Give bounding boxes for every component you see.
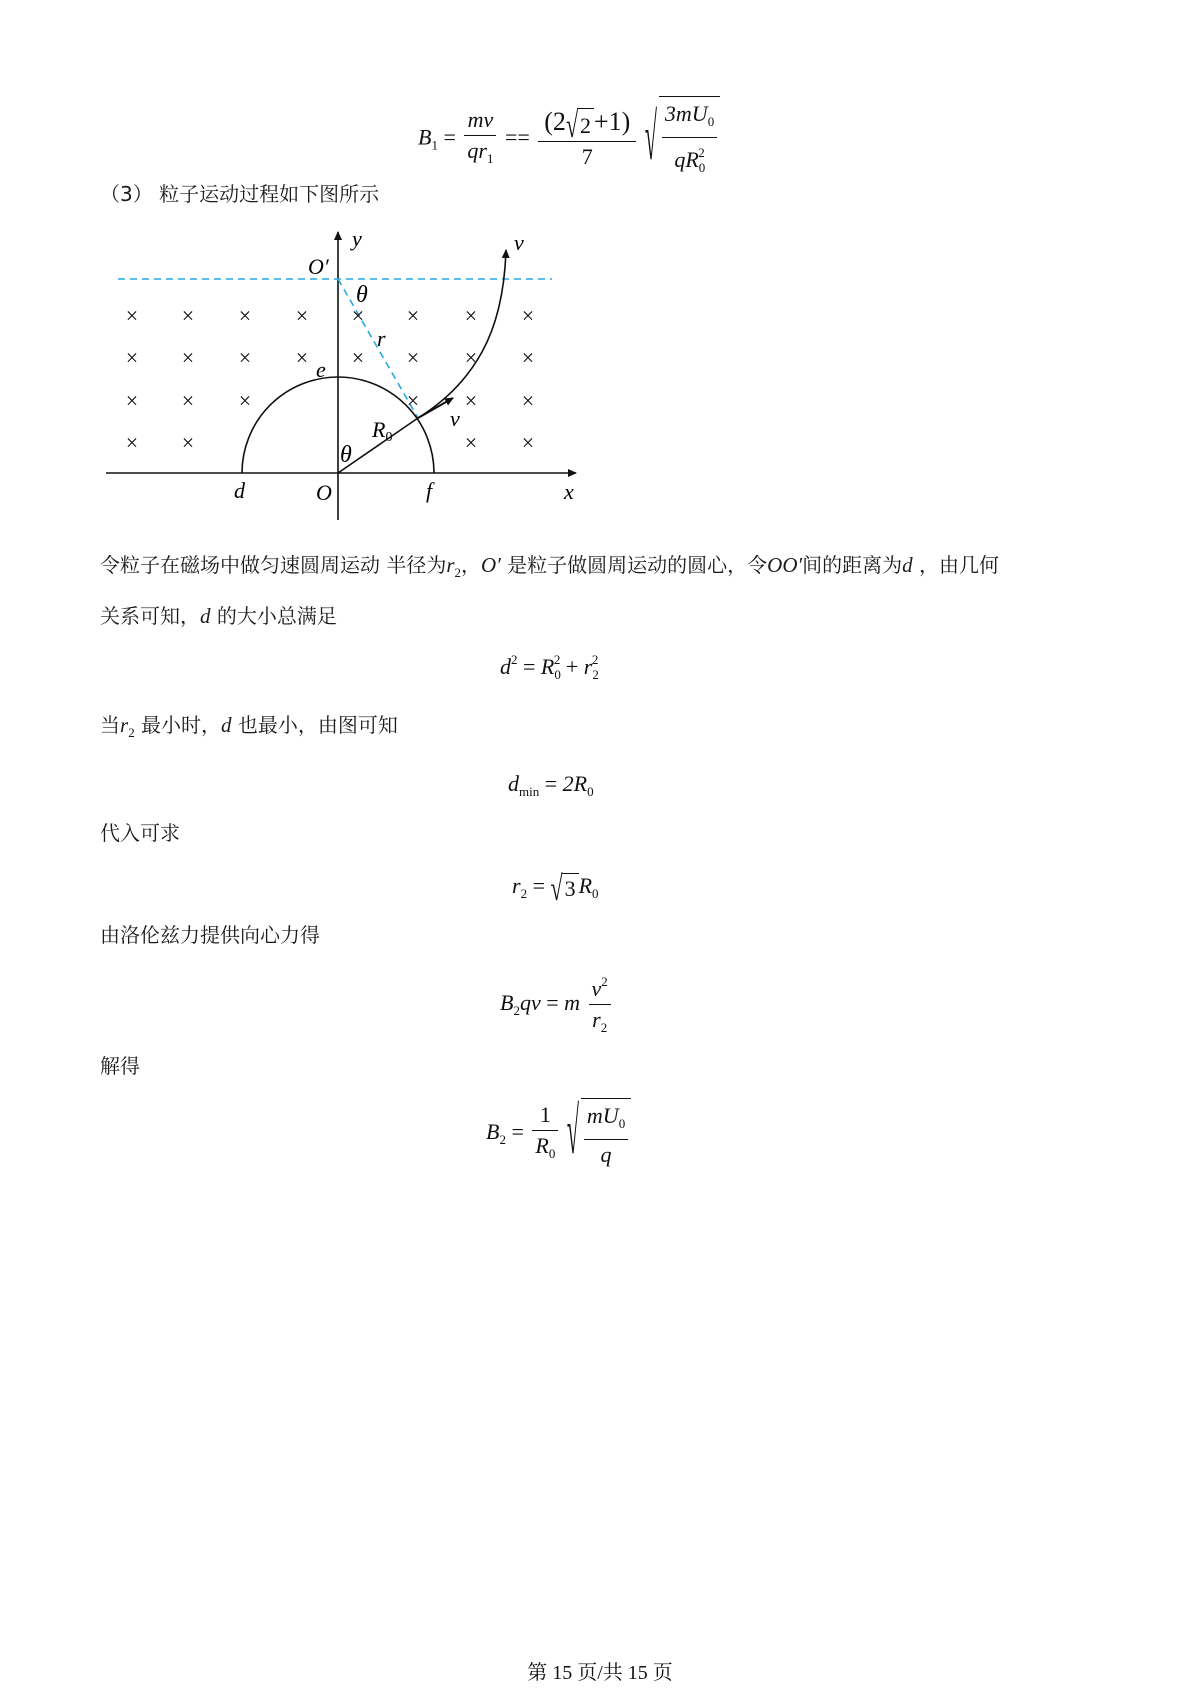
para2-text-3: 也最小，由图可知: [231, 713, 398, 737]
eq1-rad-den-sup: 2: [698, 145, 705, 160]
para1-line2-text-1: 关系可知，: [100, 604, 200, 628]
paragraph-3: 代入可求: [100, 821, 180, 845]
para1-O-prime: O′: [481, 553, 501, 577]
eq2-lhs-sup: 2: [511, 652, 518, 667]
eq4-rad: 3: [562, 873, 579, 902]
eq6-den-sub: 0: [548, 1145, 556, 1161]
label-theta-top: θ: [356, 282, 368, 308]
para1-line2-text-2: 的大小总满足: [210, 604, 337, 628]
field-cross-mark: ×: [406, 345, 420, 370]
para2-text-2: 最小时，: [134, 713, 222, 737]
label-R0: R0: [372, 417, 393, 445]
eq4-rhs-sub: 0: [592, 886, 599, 901]
para1-r2: r: [446, 553, 455, 577]
field-cross-mark: ×: [464, 345, 478, 370]
eq3-rhs: 2R: [562, 771, 588, 796]
eq1-frac1: [464, 105, 496, 174]
eq2-t2: r: [583, 654, 593, 679]
eq2-plus: +: [565, 654, 579, 679]
paragraph-5: 解得: [100, 1054, 140, 1078]
para1-text-4: 间的距离为: [802, 553, 903, 577]
field-cross-mark: ×: [181, 303, 195, 328]
field-cross-mark: ×: [521, 303, 535, 328]
paragraph-4: 由洛伦兹力提供向心力得: [100, 923, 320, 947]
eq1-den2: 7: [581, 144, 593, 170]
para2-r2-sub: 2: [128, 725, 135, 740]
eq6-rad-num-sub: 0: [618, 1116, 626, 1131]
eq1-den1: qr: [467, 138, 487, 163]
eq1-num2-open: (2: [544, 106, 566, 136]
eq5-lhs: B: [500, 990, 514, 1016]
eq5-frac: [589, 967, 611, 1043]
eq1-eqsign: =: [443, 124, 456, 150]
label-r: r: [377, 326, 386, 351]
eq6-rad-num: mU: [586, 1103, 619, 1128]
particle-trajectory: [418, 250, 506, 418]
field-cross-mark: ×: [125, 345, 139, 370]
field-cross-mark: ×: [125, 430, 139, 455]
eq1-num2-close: +1): [594, 106, 631, 136]
eq6-sqrt: √ $\frac{mU_0}{q}$: [567, 1098, 631, 1170]
eq5-eqsign: =: [546, 990, 559, 1016]
eq3-eqsign: =: [544, 771, 558, 796]
eq6-lhs-sub: 2: [499, 1132, 506, 1148]
field-cross-mark: ×: [125, 303, 139, 328]
label-v-top: v: [514, 230, 524, 255]
eq1-lhs: B: [418, 124, 432, 150]
equation-r2: $r_2 = √3$ $R_0$: [512, 868, 599, 909]
equation-lorentz: [500, 967, 614, 1043]
equation-b1: [418, 96, 720, 183]
field-cross-mark: ×: [464, 303, 478, 328]
eq5-m: m: [564, 990, 581, 1016]
eq2-eqsign: =: [523, 654, 536, 679]
para2-d: d: [221, 713, 232, 737]
field-cross-mark: ×: [295, 303, 309, 328]
magnetic-field-crosses: [126, 303, 534, 455]
eq5-den-sub: 2: [600, 1020, 608, 1035]
eq3-rhs-sub: 0: [587, 784, 594, 799]
field-cross-mark: ×: [521, 430, 535, 455]
para1-OO-prime: OO′: [767, 553, 803, 577]
eq1-lhs-sub: 1: [431, 137, 438, 153]
eq2-t1-sup: 2: [553, 652, 561, 667]
equation-d-squared: [500, 652, 598, 683]
equation-d-min: [508, 771, 594, 800]
eq6-lhs: B: [486, 1119, 500, 1145]
eq3-lhs-sub: min: [519, 784, 540, 799]
field-cross-mark: ×: [351, 303, 365, 328]
label-d: d: [234, 478, 245, 503]
eq4-lhs: r: [512, 873, 521, 898]
para1-d: d: [902, 553, 913, 577]
eq5-num-sup: 2: [601, 974, 608, 989]
eq1-rad-num-sub: 0: [707, 114, 715, 129]
eq4-eqsign: =: [532, 873, 545, 898]
eq5-den: r: [592, 1007, 601, 1032]
label-O-prime: O′: [308, 254, 329, 279]
field-cross-mark: ×: [521, 345, 535, 370]
eq4-lhs-sub: 2: [520, 886, 528, 901]
label-x: x: [564, 479, 574, 504]
field-cross-mark: ×: [464, 388, 478, 413]
equation-b2: [486, 1093, 631, 1170]
field-cross-mark: ×: [406, 388, 420, 413]
paragraph-2: [100, 712, 398, 746]
field-cross-mark: ×: [521, 388, 535, 413]
eq1-rad-den: qR: [674, 147, 699, 172]
field-cross-mark: ×: [181, 430, 195, 455]
eq6-num: 1: [532, 1100, 558, 1131]
eq1-den1-sub: 1: [486, 151, 494, 166]
paragraph-1-line-1: [100, 552, 999, 586]
para1-text-3: 是粒子做圆周运动的圆心，令: [500, 553, 768, 577]
para2-text-1: 当: [100, 713, 120, 737]
field-cross-mark: ×: [464, 430, 478, 455]
eq1-sqrt: √ $\frac{3mU_0}{qR_0^2}$: [645, 96, 720, 183]
heading-part3: （3） 粒子运动过程如下图所示: [100, 182, 380, 206]
eq6-frac: [532, 1100, 558, 1169]
label-f: f: [426, 478, 433, 503]
eq6-den: R: [535, 1132, 549, 1158]
field-cross-mark: ×: [351, 345, 365, 370]
field-cross-mark: ×: [238, 345, 252, 370]
field-cross-mark: ×: [406, 303, 420, 328]
field-cross-mark: ×: [238, 388, 252, 413]
field-cross-mark: ×: [238, 303, 252, 328]
eq2-t1-sub: 0: [554, 667, 561, 682]
eq1-num1: mv: [467, 107, 494, 132]
page-footer: 第 15 页/共 15 页: [527, 1662, 673, 1684]
para1-text-1: 令粒子在磁场中做匀速圆周运动 半径为: [100, 553, 447, 577]
para1-r2-sub: 2: [454, 565, 462, 580]
paragraph-1-line-2: [100, 603, 337, 629]
eq5-lhs-sub: 2: [513, 1003, 520, 1019]
label-e: e: [316, 357, 326, 382]
eq3-lhs: d: [508, 771, 519, 796]
eq2-t1: R: [540, 654, 555, 679]
para2-r2: r: [120, 713, 129, 737]
field-cross-mark: ×: [295, 345, 309, 370]
eq5-num: v: [591, 976, 602, 1001]
para1-text-2: ，: [461, 553, 482, 577]
eq1-num2-rad: 2: [577, 108, 594, 141]
label-theta-bottom: θ: [340, 442, 352, 468]
field-cross-mark: ×: [125, 388, 139, 413]
eq6-rad-den: q: [600, 1142, 612, 1167]
eq1-rad-den-sub: 0: [698, 160, 706, 175]
eq1-frac2: $\frac{(2√2 +1)}{7}$: [538, 107, 636, 172]
eq2-t2-sup: 2: [591, 652, 599, 667]
field-cross-mark: ×: [181, 345, 195, 370]
label-O: O: [316, 480, 332, 505]
label-v-mid: v: [450, 406, 460, 431]
eq1-rad-num: 3mU: [664, 101, 708, 126]
eq4-rhs: R: [578, 873, 593, 898]
eq2-t2-sub: 2: [592, 667, 599, 682]
label-y: y: [352, 226, 362, 251]
particle-motion-diagram: [100, 222, 600, 542]
para1-text-5: ，由几何: [912, 553, 999, 577]
eq5-lhs-rest: qv: [519, 990, 541, 1016]
eq1-double-eq: ==: [504, 124, 530, 150]
eq6-eqsign: =: [511, 1119, 524, 1145]
eq2-lhs: d: [500, 654, 511, 679]
para1-line2-d: d: [200, 604, 211, 628]
field-cross-mark: ×: [181, 388, 195, 413]
